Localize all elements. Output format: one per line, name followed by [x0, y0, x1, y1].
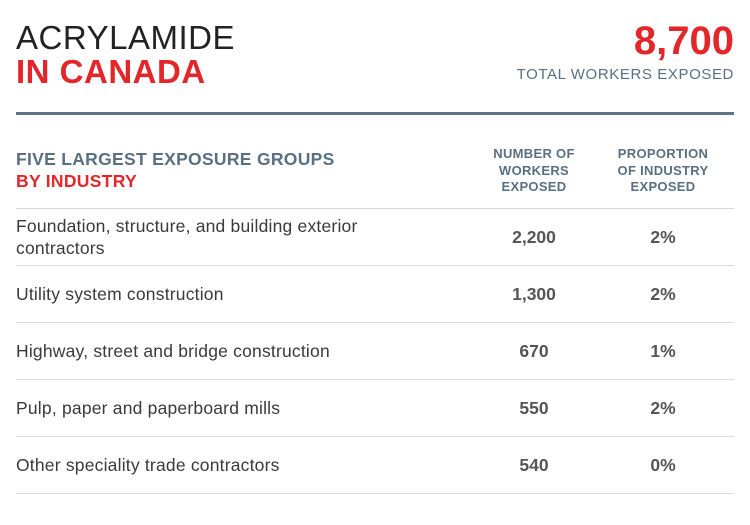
industry-cell: Pulp, paper and paperboard mills — [16, 398, 281, 418]
table-row — [16, 322, 734, 379]
industry-cell: Highway, street and bridge construction — [16, 341, 330, 361]
column-header-workers-line1: NUMBER OF — [493, 146, 575, 161]
industry-cell: Foundation, structure, and building exterior contractors — [16, 216, 358, 258]
column-header-proportion — [603, 146, 723, 196]
proportion-cell: 2% — [650, 397, 676, 418]
industry-cell: Utility system construction — [16, 284, 224, 304]
exposure-table — [16, 208, 734, 494]
workers-cell: 2,200 — [512, 226, 556, 247]
workers-cell: 670 — [519, 340, 549, 361]
page-subtitle: IN CANADA — [16, 53, 206, 90]
workers-cell: 540 — [519, 454, 549, 475]
section-heading-line2: BY INDUSTRY — [16, 171, 137, 191]
column-header-proportion-line3: EXPOSED — [630, 179, 696, 194]
proportion-cell: 1% — [650, 340, 676, 361]
column-header-proportion-line2: OF INDUSTRY — [617, 162, 709, 178]
total-workers-label: TOTAL WORKERS EXPOSED — [516, 66, 734, 83]
column-header-proportion-line1: PROPORTION — [617, 146, 709, 161]
section-heading — [16, 148, 335, 192]
table-row — [16, 208, 734, 265]
header-divider — [16, 112, 734, 115]
section-heading-line1: FIVE LARGEST EXPOSURE GROUPS — [16, 149, 335, 169]
proportion-cell: 2% — [650, 226, 676, 247]
table-row — [16, 379, 734, 436]
total-workers-value: 8,700 — [633, 19, 734, 63]
table-row — [16, 265, 734, 322]
column-header-workers — [474, 146, 594, 196]
proportion-cell: 2% — [650, 283, 676, 304]
proportion-cell: 0% — [650, 454, 676, 475]
workers-cell: 550 — [519, 397, 549, 418]
workers-cell: 1,300 — [512, 283, 556, 304]
column-header-workers-line3: EXPOSED — [501, 179, 567, 194]
page-title: ACRYLAMIDE — [16, 19, 235, 56]
industry-cell: Other speciality trade contractors — [16, 455, 280, 475]
table-row — [16, 436, 734, 494]
column-header-workers-line2: WORKERS — [499, 162, 569, 178]
